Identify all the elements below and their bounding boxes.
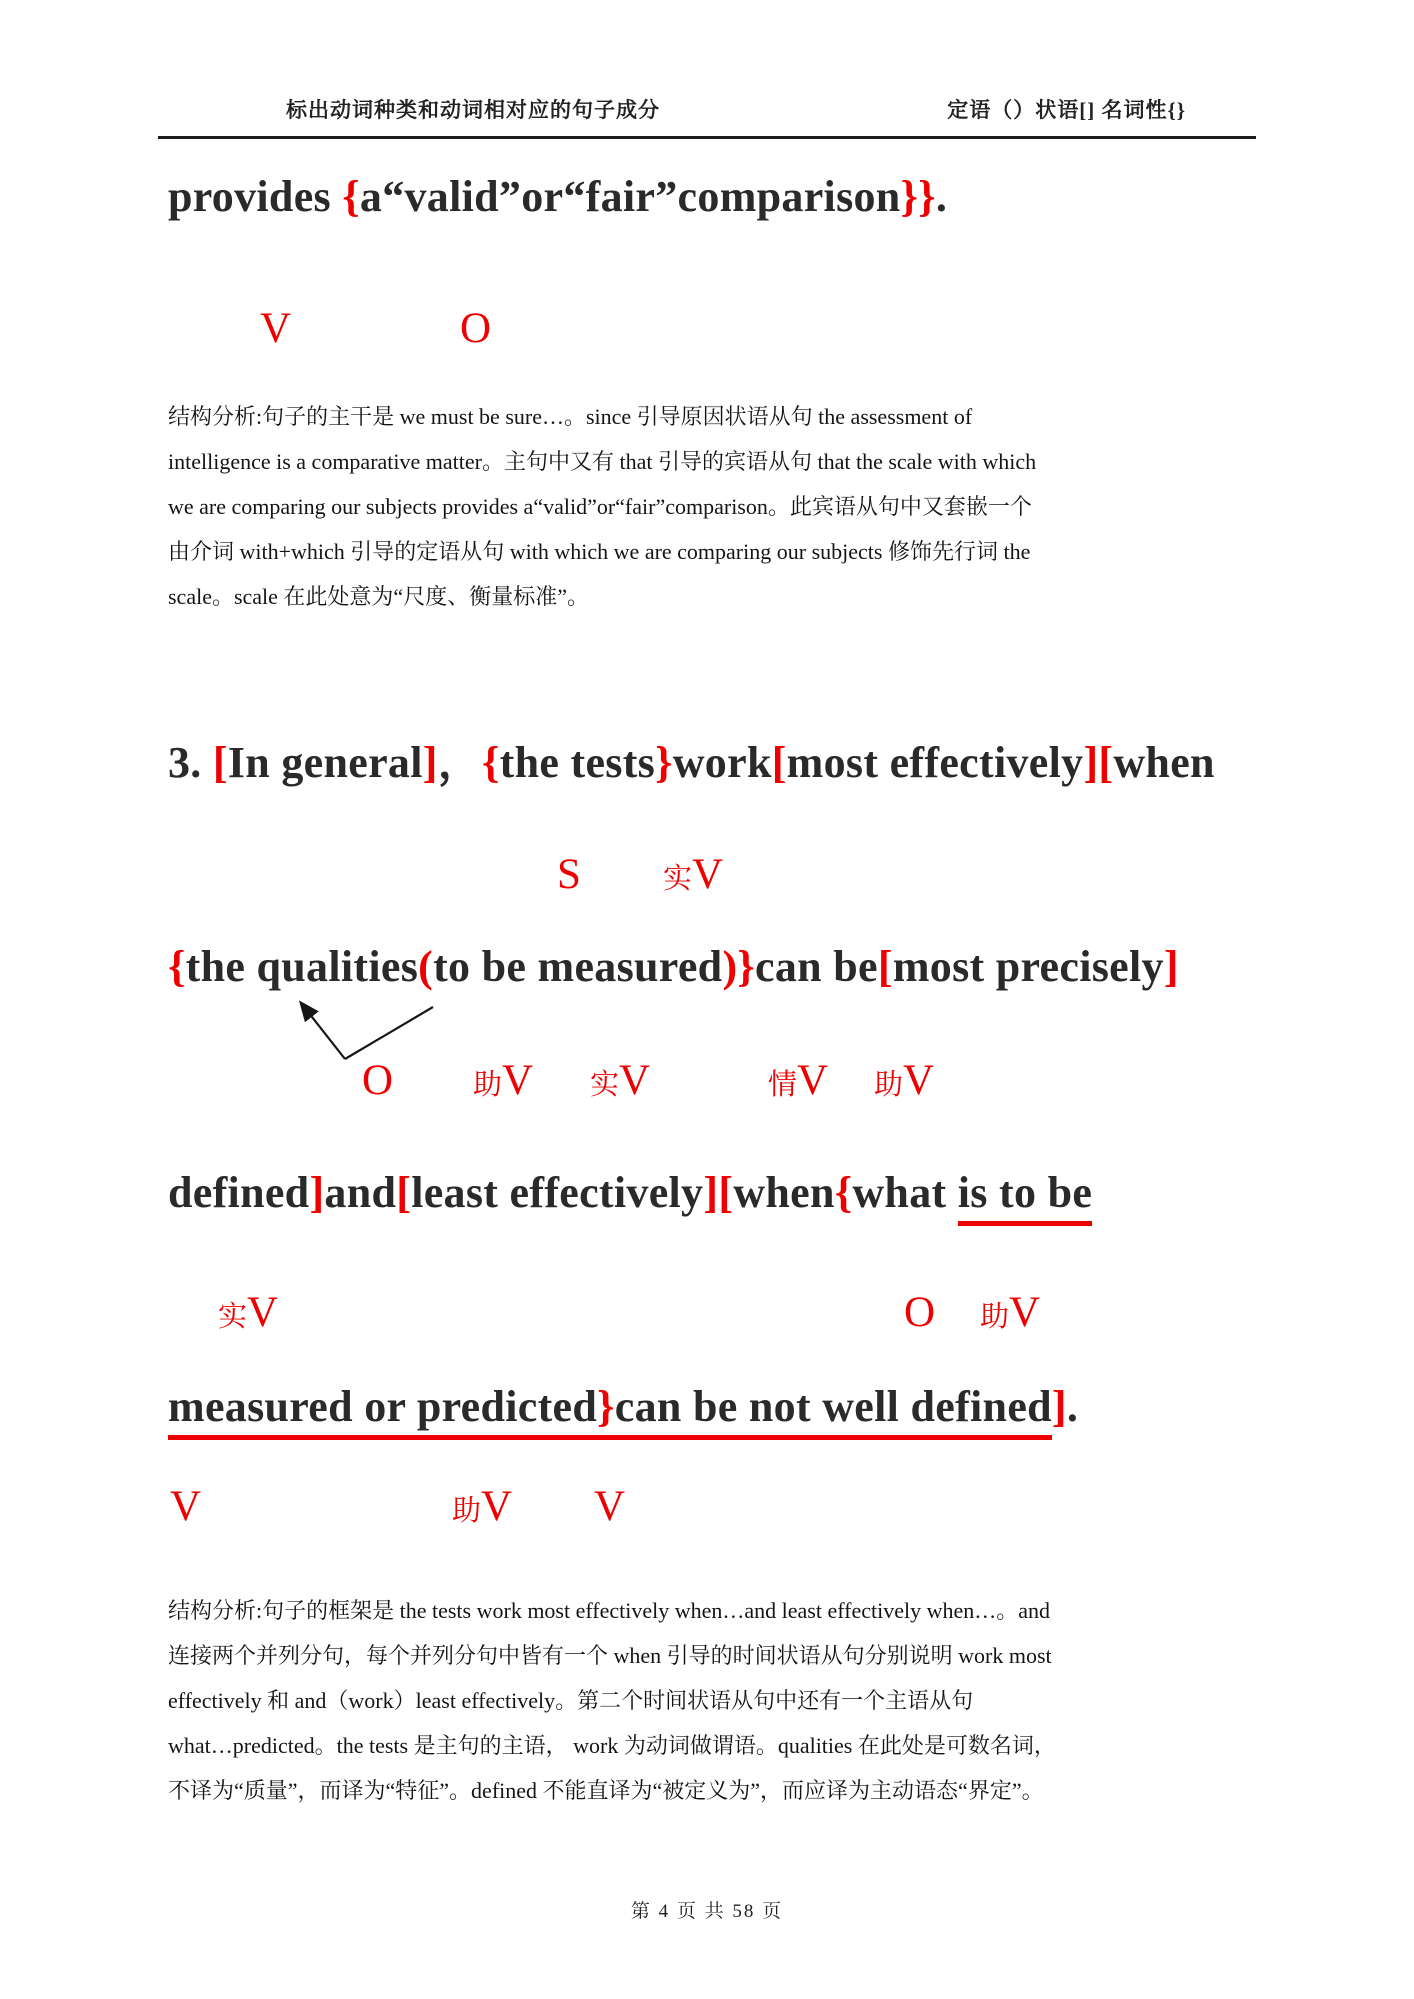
analysis-line: scale。scale 在此处意为“尺度、衡量标准”。 (168, 584, 589, 609)
text-segment: 3. (168, 738, 213, 787)
text-segment: [ (1098, 738, 1114, 787)
analysis-line: we are comparing our subjects provides a“valid”or“fair”comparison。此宾语从句中又套嵌一个 (168, 494, 1032, 519)
text-segment: ] (1163, 942, 1179, 991)
text-segment: [ (771, 738, 787, 787)
text-segment: can be (755, 942, 878, 991)
text-segment: measured or predicted (168, 1382, 597, 1440)
analysis-line: 由介词 with+which 引导的定语从句 with which we are comparing our subjects 修饰先行词 the (168, 539, 1031, 564)
grammar-marker-zhu-v: 助V (874, 1057, 935, 1104)
text-segment: }} (900, 172, 936, 221)
text-segment: } (737, 942, 756, 991)
grammar-marker-zhu-v: 助V (473, 1057, 534, 1104)
sentence3-defined-line (168, 1168, 1092, 1219)
text-segment: ] (703, 1168, 719, 1217)
text-segment: { (342, 172, 360, 221)
text-segment: ) (722, 942, 738, 991)
page-header (158, 80, 1256, 139)
grammar-marker-o: O (460, 305, 492, 352)
text-segment: } (655, 738, 673, 787)
text-segment: } (597, 1382, 615, 1440)
text-segment: ( (418, 942, 434, 991)
text-segment: a“valid”or“fair”comparison (359, 172, 901, 221)
text-segment: work (672, 738, 772, 787)
text-segment: what (852, 1168, 958, 1217)
analysis-line: what…predicted。the tests 是主句的主语， work 为动词做谓语。qualities 在此处是可数名词， (168, 1733, 1056, 1758)
sentence2-continuation-line (168, 172, 947, 223)
text-segment: the tests (499, 738, 656, 787)
sentence3-heading-line1 (168, 738, 1215, 789)
analysis-line: 结构分析:句子的主干是 we must be sure…。since 引导原因状语从句 the assessment of (168, 404, 973, 429)
grammar-marker-qing-v: 情V (768, 1057, 829, 1104)
grammar-marker-shi-v: 实V (590, 1057, 651, 1104)
text-segment: In general (227, 738, 423, 787)
grammar-marker-zhu-v: 助V (452, 1483, 513, 1530)
text-segment: can be not well defined (615, 1382, 1052, 1440)
grammar-marker-v: V (594, 1483, 626, 1530)
grammar-marker-zhu-v: 助V (980, 1289, 1041, 1336)
text-segment: ] (309, 1168, 325, 1217)
text-segment: provides (168, 172, 343, 221)
text-segment: the qualities (185, 942, 419, 991)
sentence3-marker-row4 (168, 1474, 1414, 1528)
sentence3-marker-row3 (168, 1280, 1414, 1334)
sentence3-qualities-line (168, 942, 1179, 993)
text-segment: ] (422, 738, 438, 787)
text-segment: . (1066, 1382, 1079, 1431)
analysis-line: 结构分析:句子的框架是 the tests work most effectively when…and least effectively when…。and (168, 1598, 1051, 1623)
sentence2-marker-row (168, 296, 1414, 350)
analysis-line: 不译为“质量”，而译为“特征”。defined 不能直译为“被定义为”，而应译为主动语态“界定”。 (168, 1778, 1044, 1803)
sentence2-analysis (168, 394, 1268, 619)
text-segment: . (935, 172, 948, 221)
grammar-marker-v: V (260, 305, 292, 352)
text-segment: is to be (958, 1168, 1092, 1226)
grammar-marker-o: O (362, 1057, 394, 1104)
text-segment: ] (1051, 1382, 1067, 1431)
sentence3-marker-row1 (168, 842, 1414, 896)
text-segment: [ (877, 942, 893, 991)
grammar-marker-o: O (904, 1289, 936, 1336)
text-segment: ， (437, 738, 483, 787)
text-segment: least effectively (411, 1168, 704, 1217)
text-segment: most precisely (892, 942, 1164, 991)
text-segment: { (168, 942, 186, 991)
header-left-title: 标出动词种类和动词相对应的句子成分 (286, 98, 660, 122)
analysis-line: 连接两个并列分句，每个并列分句中皆有一个 when 引导的时间状语从句分别说明 work most (168, 1643, 1052, 1668)
text-segment: [ (396, 1168, 412, 1217)
text-segment: most effectively (786, 738, 1084, 787)
text-segment: to be measured (433, 942, 723, 991)
text-segment: when (1113, 738, 1215, 787)
text-segment: and (324, 1168, 397, 1217)
text-segment: when (733, 1168, 835, 1217)
text-segment: { (482, 738, 500, 787)
sentence3-analysis (168, 1588, 1268, 1813)
grammar-marker-v: V (170, 1483, 202, 1530)
analysis-line: intelligence is a comparative matter。主句中又有 that 引导的宾语从句 that the scale with which (168, 449, 1037, 474)
grammar-marker-s: S (557, 851, 581, 898)
text-segment: defined (168, 1168, 310, 1217)
page-footer: 第 4 页 共 58 页 (630, 1901, 784, 1922)
text-segment: ] (1083, 738, 1099, 787)
grammar-marker-shi-v: 实V (218, 1289, 279, 1336)
analysis-line: effectively 和 and（work）least effectively。第二个时间状语从句中还有一个主语从句 (168, 1688, 974, 1713)
header-right-legend: 定语（）状语[] 名词性{} (947, 98, 1186, 122)
text-segment: [ (212, 738, 228, 787)
text-segment: { (834, 1168, 853, 1217)
sentence3-marker-row2 (168, 1048, 1414, 1102)
grammar-marker-shi-v: 实V (663, 851, 724, 898)
sentence3-measured-line (168, 1382, 1078, 1433)
text-segment: [ (718, 1168, 734, 1217)
